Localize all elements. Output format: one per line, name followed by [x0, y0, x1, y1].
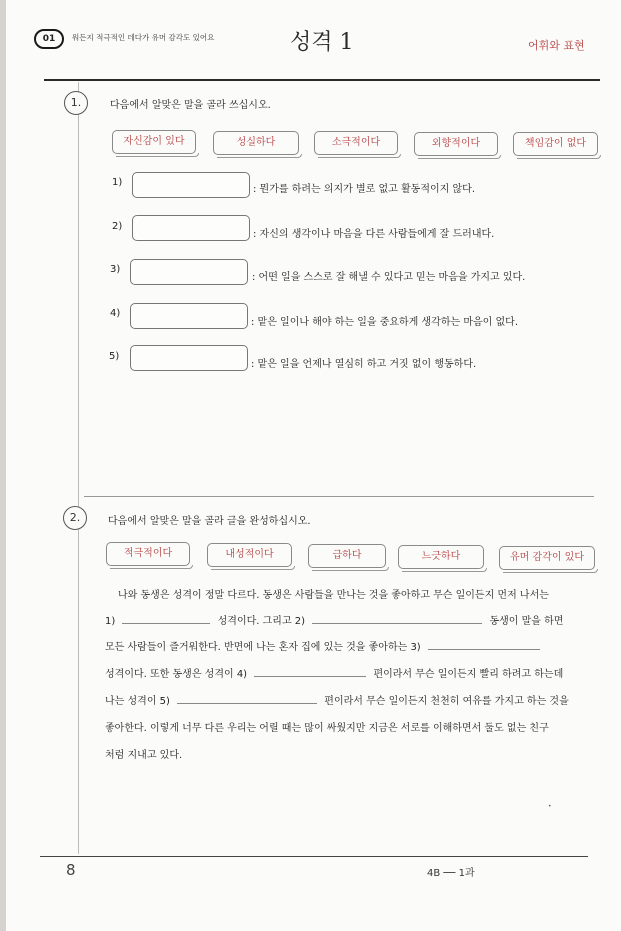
passage-line — [105, 665, 563, 680]
item-definition: : 어떤 일을 스스로 잘 해낼 수 있다고 믿는 마음을 가지고 있다. — [252, 272, 526, 283]
passage-text: 모든 사람들이 즐거워한다. 반면에 나는 혼자 집에 있는 것을 좋아하는 3) — [105, 642, 421, 653]
blank-number: 1) — [105, 616, 116, 627]
answer-box[interactable] — [132, 172, 250, 198]
question-1-instruction: 다음에서 알맞은 말을 골라 쓰십시오. — [110, 100, 271, 111]
q2-choice-chip: 적극적이다 — [106, 542, 190, 566]
passage-text: 동생이 말을 하면 — [489, 616, 564, 627]
passage-text: 편이라서 무슨 일이든지 빨리 하려고 하는데 — [373, 669, 564, 680]
q2-choice-chip: 느긋하다 — [398, 545, 484, 569]
passage-text: 성격이다. 또한 동생은 성격이 4) — [105, 669, 248, 680]
passage-line — [105, 638, 540, 653]
q2-choice-chip: 유머 감각이 있다 — [499, 546, 595, 570]
item-definition: : 자신의 생각이나 마음을 다른 사람들에게 잘 드러내다. — [253, 229, 495, 240]
header-rule — [44, 79, 600, 81]
item-number: 3) — [110, 264, 121, 275]
q1-choice-chip: 외향적이다 — [414, 132, 498, 156]
item-definition: : 뭔가를 하려는 의지가 별로 없고 활동적이지 않다. — [253, 184, 475, 195]
fill-in-blank[interactable] — [428, 640, 540, 650]
item-number: 1) — [112, 177, 123, 188]
q2-choice-chip: 급하다 — [308, 544, 386, 568]
item-number: 2) — [112, 221, 123, 232]
unit-subtitle: 워든지 적극적인 데다가 유머 감각도 있어요 — [72, 33, 215, 42]
page-title: 성격 1 — [290, 30, 354, 55]
section-divider — [84, 496, 594, 497]
section-label: 어휘와 표현 — [528, 39, 585, 52]
margin-guide-line — [78, 82, 79, 854]
q2-choice-chip: 내성적이다 — [207, 543, 292, 567]
fill-in-blank[interactable] — [312, 614, 482, 624]
q1-choice-chip: 성실하다 — [213, 131, 299, 155]
question-2-number: 2. — [63, 506, 87, 530]
passage-text: 성격이다. 그리고 2) — [217, 616, 306, 627]
passage-line — [105, 612, 563, 627]
item-definition: : 맡은 일이나 해야 하는 일을 중요하게 생각하는 마음이 없다. — [251, 317, 518, 328]
footer-lesson-label: 4B ── 1과 — [427, 868, 475, 879]
scan-mark: • — [548, 803, 552, 810]
answer-box[interactable] — [132, 215, 250, 241]
passage-line — [105, 692, 569, 707]
passage-text: 나는 성격이 5) — [105, 696, 170, 707]
unit-number-badge: 01 — [34, 29, 64, 49]
answer-box[interactable] — [130, 259, 248, 285]
passage-text: 편이라서 무슨 일이든지 천천히 여유를 가지고 하는 것을 — [324, 696, 569, 707]
fill-in-blank[interactable] — [122, 614, 210, 624]
footer-rule — [40, 856, 588, 857]
item-number: 5) — [109, 351, 120, 362]
question-2-instruction: 다음에서 알맞은 말을 골라 글을 완성하십시오. — [108, 516, 311, 527]
item-definition: : 맡은 일을 언제나 열심히 하고 거짓 없이 행동하다. — [251, 359, 477, 370]
binding-edge — [0, 0, 6, 931]
q1-choice-chip: 소극적이다 — [314, 131, 398, 155]
q1-choice-chip: 책임감이 없다 — [513, 132, 598, 156]
item-number: 4) — [110, 308, 121, 319]
passage-line: 처럼 지내고 있다. — [105, 750, 183, 761]
q1-choice-chip: 자신감이 있다 — [112, 130, 196, 154]
question-1-number: 1. — [64, 91, 88, 115]
page-number: 8 — [66, 861, 76, 879]
answer-box[interactable] — [130, 345, 248, 371]
answer-box[interactable] — [130, 303, 248, 329]
passage-line: 나와 동생은 성격이 정말 다르다. 동생은 사람들을 만나는 것을 좋아하고 무슨 일이든지 먼저 나서는 — [118, 590, 549, 601]
fill-in-blank[interactable] — [177, 694, 317, 704]
fill-in-blank[interactable] — [254, 667, 366, 677]
passage-line: 좋아한다. 이렇게 너무 다른 우리는 어릴 때는 많이 싸웠지만 지금은 서로를 이해하면서 둘도 없는 친구 — [105, 723, 549, 734]
